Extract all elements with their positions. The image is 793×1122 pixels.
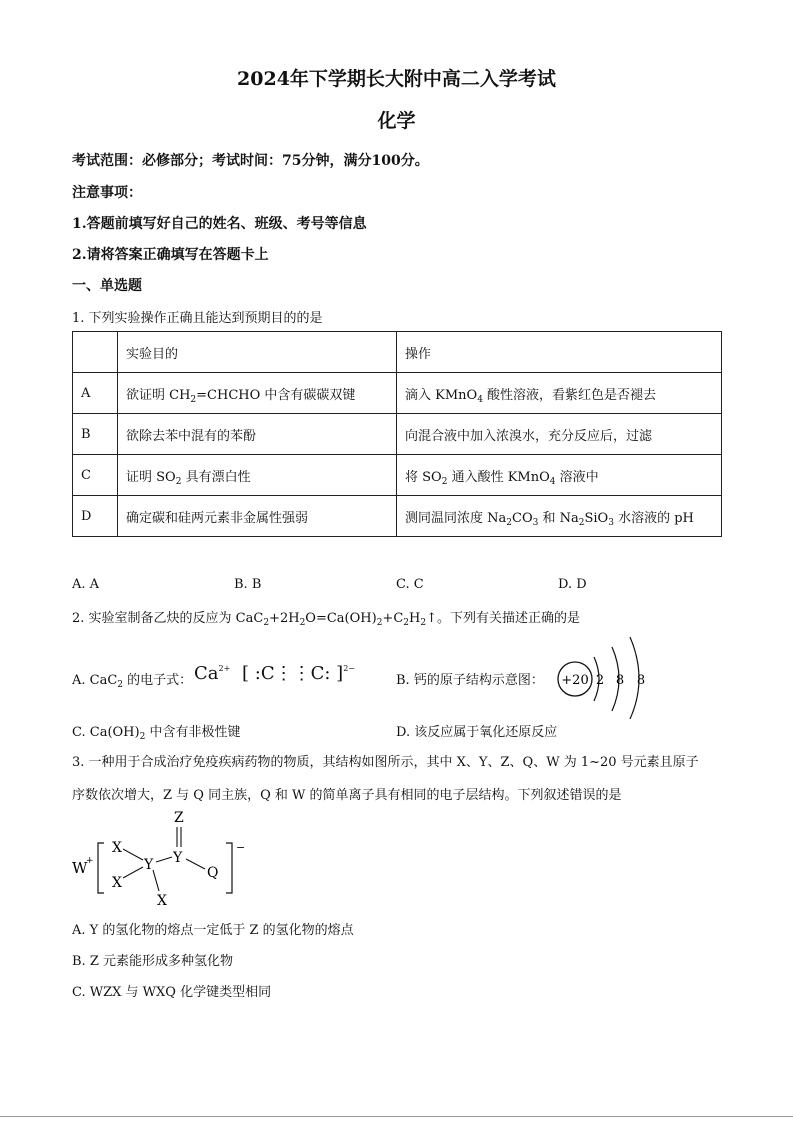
subject-title: 化学 bbox=[377, 110, 416, 132]
q3-option-a: A. Y 的氢化物的熔点一定低于 Z 的氢化物的熔点 bbox=[72, 923, 354, 938]
notice-item-1: 1.答题前填写好自己的姓名、班级、考号等信息 bbox=[72, 216, 367, 232]
q1-option-a: A. A bbox=[72, 577, 100, 592]
table-header-empty bbox=[73, 332, 118, 373]
q1-option-c: C. C bbox=[396, 577, 424, 592]
q3-option-c: C. WZX 与 WXQ 化学键类型相同 bbox=[72, 985, 272, 1000]
row-operation: 将 $SO_2$ 通入酸性 KMnO$_4$ 溶液中 bbox=[397, 455, 722, 496]
nucleus-label: +20 bbox=[561, 673, 589, 688]
section-heading: 一、单选题 bbox=[72, 278, 142, 294]
cation-label: W bbox=[72, 859, 88, 877]
row-label: B bbox=[73, 414, 118, 455]
table-header-row bbox=[73, 332, 722, 373]
row-purpose: 欲除去苯中混有的苯酚 bbox=[118, 414, 397, 455]
bracket-right bbox=[226, 843, 232, 893]
bracket-left bbox=[98, 843, 104, 893]
table-row bbox=[73, 455, 722, 496]
shell-count: 2 bbox=[595, 673, 605, 688]
table-row bbox=[73, 414, 722, 455]
atom-q: Q bbox=[207, 865, 219, 881]
atom-x: X bbox=[157, 893, 167, 909]
table-row bbox=[73, 496, 722, 537]
row-operation: 向混合液中加入浓溴水，充分反应后，过滤 bbox=[397, 414, 722, 455]
row-label: D bbox=[73, 496, 118, 537]
q2-stem: 2. 实验室制备乙炔的反应为 $CaC_2+2H_2O=Ca(OH)_2+C_2H_2↑$。下列有关描述正确的是 bbox=[72, 611, 580, 628]
atom-x: X bbox=[112, 875, 122, 891]
row-purpose: 确定碳和硅两元素非金属性强弱 bbox=[118, 496, 397, 537]
bond-line bbox=[123, 849, 143, 860]
notice-item-2: 2.请将答案正确填写在答题卡上 bbox=[72, 247, 269, 263]
exam-title: 2024年下学期长大附中高二入学考试 bbox=[237, 68, 556, 90]
q3-structure-diagram bbox=[70, 805, 250, 910]
q3-stem-line-2: 序数依次增大，Z 与 Q 同主族，Q 和 W 的简单离子具有相同的电子层结构。下列叙述错误的是 bbox=[72, 788, 622, 803]
bond-line bbox=[186, 859, 205, 869]
q1-option-d: D. D bbox=[558, 577, 587, 592]
q2-option-a: A. CaC$_2$ 的电子式： bbox=[72, 673, 193, 690]
q1-option-b: B. B bbox=[234, 577, 262, 592]
q1-table bbox=[72, 331, 722, 537]
shell-count: 8 bbox=[615, 673, 625, 688]
page-bottom-rule bbox=[0, 1116, 793, 1117]
table-header-operation: 操作 bbox=[397, 332, 722, 373]
row-operation: 测同温同浓度 $Na_2CO_3$ 和 $Na_2SiO_3$ 水溶液的 pH bbox=[397, 496, 722, 537]
table-header-purpose: 实验目的 bbox=[118, 332, 397, 373]
atom-y: Y bbox=[144, 857, 154, 873]
electron-formula: $Ca^{2+}$ [ :C⋮⋮C: ]$^{2-}$ bbox=[194, 663, 356, 684]
row-label: C bbox=[73, 455, 118, 496]
q3-option-b: B. Z 元素能形成多种氢化物 bbox=[72, 954, 233, 969]
atom-y: Y bbox=[173, 850, 183, 866]
table-row bbox=[73, 373, 722, 414]
row-purpose: 欲证明 $CH_2=CHCHO$ 中含有碳碳双键 bbox=[118, 373, 397, 414]
shell-count: 8 bbox=[636, 673, 646, 688]
atom-z: Z bbox=[174, 810, 184, 826]
exam-info: 考试范围：必修部分；考试时间：75分钟，满分100分。 bbox=[72, 153, 429, 169]
q2-option-c: C. $Ca(OH)_2$ 中含有非极性键 bbox=[72, 725, 241, 742]
q1-stem: 1. 下列实验操作正确且能达到预期目的的是 bbox=[72, 311, 323, 326]
anion-charge: − bbox=[236, 841, 246, 854]
row-purpose: 证明 $SO_2$ 具有漂白性 bbox=[118, 455, 397, 496]
bond-line bbox=[153, 870, 159, 891]
row-operation: 滴入 KMnO$_4$ 酸性溶液，看紫红色是否褪去 bbox=[397, 373, 722, 414]
bond-line bbox=[156, 857, 172, 862]
calcium-atom-diagram bbox=[550, 633, 660, 719]
q3-stem-line-1: 3. 一种用于合成治疗免疫疾病药物的物质，其结构如图所示，其中 X、Y、Z、Q、W 为 1~20 号元素且原子 bbox=[72, 755, 699, 770]
row-label: A bbox=[73, 373, 118, 414]
q2-option-d: D. 该反应属于氧化还原反应 bbox=[396, 725, 558, 740]
notice-title: 注意事项： bbox=[72, 185, 142, 201]
atom-x: X bbox=[112, 840, 122, 856]
cation-charge: + bbox=[86, 856, 94, 866]
q2-option-b: B. 钙的原子结构示意图： bbox=[396, 673, 544, 688]
bond-line bbox=[123, 867, 143, 878]
